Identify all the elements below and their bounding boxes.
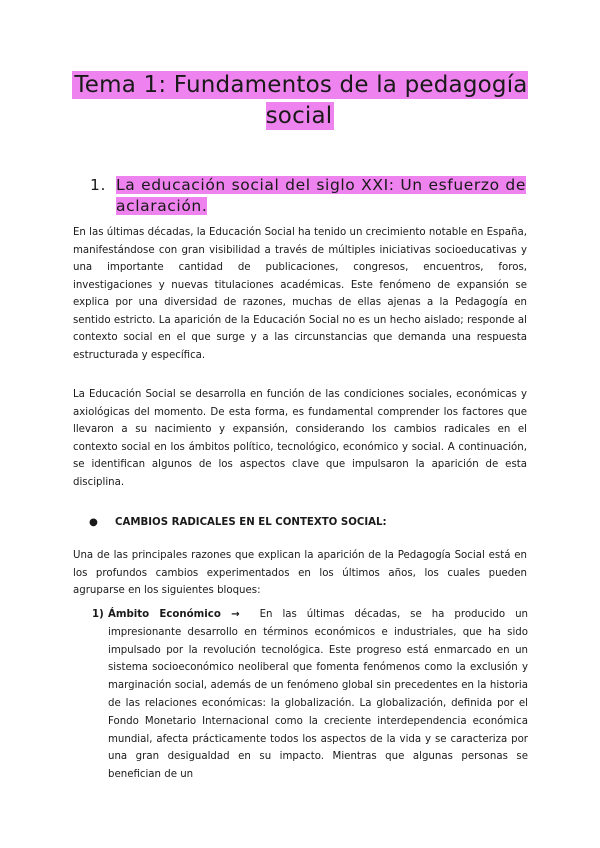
- bullet-heading: [89, 514, 387, 531]
- list-item-text: En las últimas décadas, se ha producido un impresionante desarrollo en términos económicos e industriales, que ha sido impulsado por la revolución tecnológica. Este progreso está enmarcado en un sistema socioeconómico neoliberal que fomenta fenómenos como la exclusión y marginación social, además de un fenómeno global sin precedentes en la historia de las relaciones económicas: la globalización. La globalización, definida por el Fondo Monetario Internacional como la creciente interdependencia económica mundial, afecta prácticamente todos los aspectos de la vida y se caracteriza por una gran desigualdad en su impacto. Mientras que algunas personas se benefician de un: [108, 609, 528, 781]
- section-number: 1.: [90, 176, 106, 194]
- section-heading: [90, 175, 526, 217]
- bullet-heading-text: CAMBIOS RADICALES EN EL CONTEXTO SOCIAL:: [115, 517, 387, 528]
- list-item-number: 1): [92, 609, 104, 620]
- list-item-lead: Ámbito Económico →: [108, 609, 240, 620]
- paragraph-context: La Educación Social se desarrolla en función de las condiciones sociales, económicas y axiológicas del momento. De esta forma, es fundamental comprender los factores que llevaron a su nacimiento y expansión, considerando los cambios radicales en el contexto social en los ámbitos político, tecnológico, económico y social. A continuación, se identifican algunos de los aspectos clave que impulsaron la aparición de esta disciplina.: [73, 389, 527, 488]
- paragraph-intro: En las últimas décadas, la Educación Social ha tenido un crecimiento notable en España, manifestándose con gran visibilidad a través de múltiples iniciativas socioeducativas y una importante cantidad de publicaciones, congresos, encuentros, foros, investigaciones y nuevas titulaciones académicas. Este fenómeno de expansión se explica por una diversidad de razones, muchas de ellas ajenas a la Pedagogía en sentido estricto. La aparición de la Educación Social no es un hecho aislado; responde al contexto social en el que surge y a las circunstancias que demanda una respuesta estructurada y específica.: [73, 227, 527, 361]
- bullet-icon: ●: [89, 517, 98, 528]
- title-highlight: Tema 1: Fundamentos de la pedagogía social: [74, 72, 528, 129]
- document-title: [70, 70, 530, 132]
- section-heading-text: La educación social del siglo XXI: Un esfuerzo de aclaración.: [116, 176, 526, 215]
- list-item-body: [108, 606, 528, 784]
- paragraph-reasons: Una de las principales razones que explican la aparición de la Pedagogía Social está en los profundos cambios experimentados en los últimos años, los cuales pueden agruparse en los siguientes bloques:: [73, 550, 527, 596]
